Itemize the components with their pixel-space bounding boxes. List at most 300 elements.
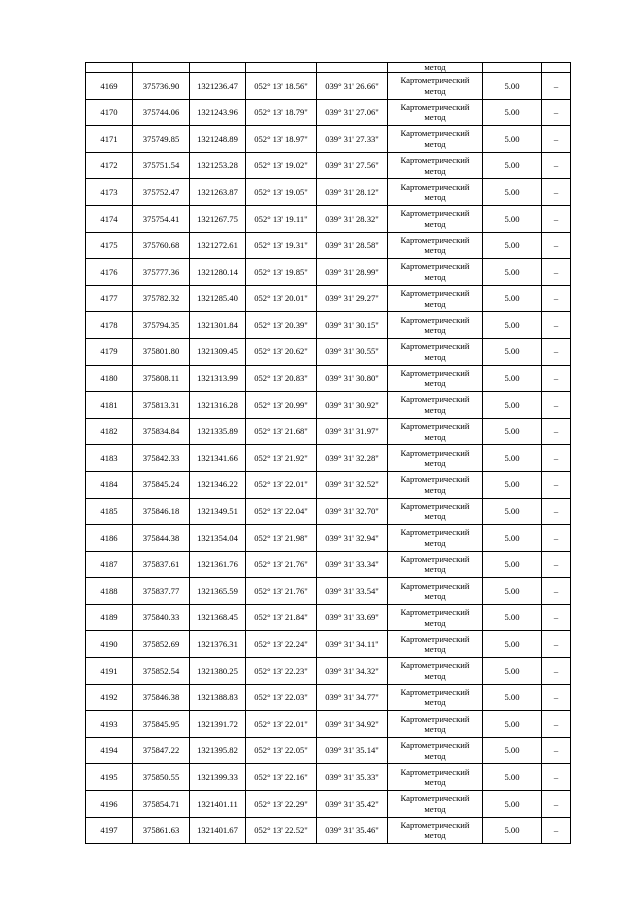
table-row bbox=[86, 737, 571, 764]
precision-cell: 5.00 bbox=[483, 285, 542, 312]
table-row bbox=[86, 445, 571, 472]
table-row bbox=[86, 525, 571, 552]
description-cell: – bbox=[542, 791, 571, 818]
precision-cell: 5.00 bbox=[483, 99, 542, 126]
method-line-2: метод bbox=[424, 192, 446, 203]
method-line-1: Картометрический bbox=[400, 633, 470, 644]
method-line-2: метод bbox=[424, 218, 446, 229]
header-cell bbox=[133, 63, 190, 73]
method-line-1: Картометрический bbox=[400, 341, 470, 352]
longitude-cell: 039° 31' 33.69" bbox=[317, 604, 388, 631]
latitude-cell: 052° 13' 21.76" bbox=[246, 551, 317, 578]
longitude-cell: 039° 31' 34.11" bbox=[317, 631, 388, 658]
description-cell: – bbox=[542, 711, 571, 738]
description-cell: – bbox=[542, 232, 571, 259]
point-number-cell: 4187 bbox=[86, 551, 133, 578]
method-line-1: Картометрический bbox=[400, 607, 470, 618]
table-header-row bbox=[86, 63, 571, 73]
table-row bbox=[86, 817, 571, 844]
method-cell bbox=[388, 764, 483, 791]
longitude-cell: 039° 31' 35.46" bbox=[317, 817, 388, 844]
method-cell bbox=[388, 179, 483, 206]
point-number-cell: 4194 bbox=[86, 737, 133, 764]
longitude-cell: 039° 31' 32.28" bbox=[317, 445, 388, 472]
x-coordinate-cell: 375801.80 bbox=[133, 338, 190, 365]
latitude-cell: 052° 13' 22.24" bbox=[246, 631, 317, 658]
method-line-1: Картометрический bbox=[400, 288, 470, 299]
latitude-cell: 052° 13' 19.85" bbox=[246, 259, 317, 286]
description-cell: – bbox=[542, 764, 571, 791]
description-cell: – bbox=[542, 604, 571, 631]
latitude-cell: 052° 13' 20.01" bbox=[246, 285, 317, 312]
latitude-cell: 052° 13' 22.23" bbox=[246, 658, 317, 685]
table-row bbox=[86, 126, 571, 153]
precision-cell: 5.00 bbox=[483, 525, 542, 552]
method-line-1: Картометрический bbox=[400, 314, 470, 325]
y-coordinate-cell: 1321267.75 bbox=[190, 205, 246, 232]
longitude-cell: 039° 31' 35.42" bbox=[317, 791, 388, 818]
precision-cell: 5.00 bbox=[483, 126, 542, 153]
point-number-cell: 4184 bbox=[86, 471, 133, 498]
y-coordinate-cell: 1321309.45 bbox=[190, 338, 246, 365]
method-cell bbox=[388, 551, 483, 578]
method-line-1: Картометрический bbox=[400, 819, 470, 830]
method-cell bbox=[388, 392, 483, 419]
precision-cell: 5.00 bbox=[483, 232, 542, 259]
x-coordinate-cell: 375846.18 bbox=[133, 498, 190, 525]
method-cell bbox=[388, 658, 483, 685]
x-coordinate-cell: 375813.31 bbox=[133, 392, 190, 419]
x-coordinate-cell: 375842.33 bbox=[133, 445, 190, 472]
table-row bbox=[86, 551, 571, 578]
longitude-cell: 039° 31' 33.54" bbox=[317, 578, 388, 605]
description-cell: – bbox=[542, 312, 571, 339]
latitude-cell: 052° 13' 22.16" bbox=[246, 764, 317, 791]
table-row bbox=[86, 764, 571, 791]
longitude-cell: 039° 31' 34.77" bbox=[317, 684, 388, 711]
method-cell bbox=[388, 471, 483, 498]
precision-cell: 5.00 bbox=[483, 179, 542, 206]
coordinates-table bbox=[85, 62, 571, 844]
method-line-1: Картометрический bbox=[400, 686, 470, 697]
description-cell: – bbox=[542, 205, 571, 232]
precision-cell: 5.00 bbox=[483, 551, 542, 578]
longitude-cell: 039° 31' 31.97" bbox=[317, 418, 388, 445]
method-cell bbox=[388, 285, 483, 312]
table-row bbox=[86, 578, 571, 605]
y-coordinate-cell: 1321272.61 bbox=[190, 232, 246, 259]
x-coordinate-cell: 375749.85 bbox=[133, 126, 190, 153]
method-line-1: Картометрический bbox=[400, 394, 470, 405]
method-cell bbox=[388, 232, 483, 259]
x-coordinate-cell: 375837.77 bbox=[133, 578, 190, 605]
y-coordinate-cell: 1321354.04 bbox=[190, 525, 246, 552]
point-number-cell: 4190 bbox=[86, 631, 133, 658]
y-coordinate-cell: 1321263.87 bbox=[190, 179, 246, 206]
method-cell bbox=[388, 205, 483, 232]
table-row bbox=[86, 711, 571, 738]
precision-cell: 5.00 bbox=[483, 684, 542, 711]
latitude-cell: 052° 13' 22.52" bbox=[246, 817, 317, 844]
description-cell: – bbox=[542, 658, 571, 685]
header-cell bbox=[317, 63, 388, 73]
method-line-1: Картометрический bbox=[400, 527, 470, 538]
description-cell: – bbox=[542, 179, 571, 206]
method-cell bbox=[388, 631, 483, 658]
method-line-1: Картометрический bbox=[400, 181, 470, 192]
longitude-cell: 039° 31' 35.14" bbox=[317, 737, 388, 764]
precision-cell: 5.00 bbox=[483, 658, 542, 685]
method-line-1: Картометрический bbox=[400, 740, 470, 751]
longitude-cell: 039° 31' 28.12" bbox=[317, 179, 388, 206]
method-cell bbox=[388, 259, 483, 286]
x-coordinate-cell: 375847.22 bbox=[133, 737, 190, 764]
y-coordinate-cell: 1321280.14 bbox=[190, 259, 246, 286]
point-number-cell: 4170 bbox=[86, 99, 133, 126]
latitude-cell: 052° 13' 20.39" bbox=[246, 312, 317, 339]
y-coordinate-cell: 1321349.51 bbox=[190, 498, 246, 525]
method-line-2: метод bbox=[424, 564, 446, 575]
longitude-cell: 039° 31' 28.58" bbox=[317, 232, 388, 259]
table-row bbox=[86, 684, 571, 711]
latitude-cell: 052° 13' 21.68" bbox=[246, 418, 317, 445]
table-row bbox=[86, 338, 571, 365]
latitude-cell: 052° 13' 19.02" bbox=[246, 152, 317, 179]
table-row bbox=[86, 658, 571, 685]
table-row bbox=[86, 285, 571, 312]
x-coordinate-cell: 375752.47 bbox=[133, 179, 190, 206]
point-number-cell: 4193 bbox=[86, 711, 133, 738]
method-line-2: метод bbox=[424, 644, 446, 655]
x-coordinate-cell: 375845.95 bbox=[133, 711, 190, 738]
description-cell: – bbox=[542, 551, 571, 578]
table-row bbox=[86, 205, 571, 232]
method-line-2: метод bbox=[424, 750, 446, 761]
method-line-1: Картометрический bbox=[400, 421, 470, 432]
precision-cell: 5.00 bbox=[483, 445, 542, 472]
table-row bbox=[86, 152, 571, 179]
point-number-cell: 4171 bbox=[86, 126, 133, 153]
x-coordinate-cell: 375850.55 bbox=[133, 764, 190, 791]
precision-cell: 5.00 bbox=[483, 817, 542, 844]
method-cell bbox=[388, 737, 483, 764]
y-coordinate-cell: 1321341.66 bbox=[190, 445, 246, 472]
y-coordinate-cell: 1321335.89 bbox=[190, 418, 246, 445]
method-line-2: метод bbox=[424, 325, 446, 336]
precision-cell: 5.00 bbox=[483, 312, 542, 339]
method-line-2: метод bbox=[424, 830, 446, 841]
table-row bbox=[86, 418, 571, 445]
y-coordinate-cell: 1321401.67 bbox=[190, 817, 246, 844]
method-cell bbox=[388, 498, 483, 525]
y-coordinate-cell: 1321365.59 bbox=[190, 578, 246, 605]
point-number-cell: 4178 bbox=[86, 312, 133, 339]
description-cell: – bbox=[542, 73, 571, 100]
method-line-1: Картометрический bbox=[400, 660, 470, 671]
method-line-2: метод bbox=[424, 85, 446, 96]
y-coordinate-cell: 1321388.83 bbox=[190, 684, 246, 711]
longitude-cell: 039° 31' 34.92" bbox=[317, 711, 388, 738]
latitude-cell: 052° 13' 18.79" bbox=[246, 99, 317, 126]
table-row bbox=[86, 259, 571, 286]
latitude-cell: 052° 13' 21.98" bbox=[246, 525, 317, 552]
method-line-2: метод bbox=[424, 617, 446, 628]
method-line-1: Картометрический bbox=[400, 234, 470, 245]
method-line-1: Картометрический bbox=[400, 208, 470, 219]
method-cell bbox=[388, 365, 483, 392]
point-number-cell: 4191 bbox=[86, 658, 133, 685]
latitude-cell: 052° 13' 18.56" bbox=[246, 73, 317, 100]
longitude-cell: 039° 31' 27.56" bbox=[317, 152, 388, 179]
precision-cell: 5.00 bbox=[483, 392, 542, 419]
point-number-cell: 4182 bbox=[86, 418, 133, 445]
x-coordinate-cell: 375808.11 bbox=[133, 365, 190, 392]
longitude-cell: 039° 31' 33.34" bbox=[317, 551, 388, 578]
description-cell: – bbox=[542, 365, 571, 392]
method-line-2: метод bbox=[424, 697, 446, 708]
method-line-2: метод bbox=[424, 298, 446, 309]
description-cell: – bbox=[542, 817, 571, 844]
precision-cell: 5.00 bbox=[483, 205, 542, 232]
point-number-cell: 4177 bbox=[86, 285, 133, 312]
method-cell bbox=[388, 711, 483, 738]
method-line-1: Картометрический bbox=[400, 75, 470, 86]
method-cell bbox=[388, 817, 483, 844]
y-coordinate-cell: 1321301.84 bbox=[190, 312, 246, 339]
method-line-1: Картометрический bbox=[400, 580, 470, 591]
precision-cell: 5.00 bbox=[483, 737, 542, 764]
method-line-2: метод bbox=[424, 112, 446, 123]
precision-cell: 5.00 bbox=[483, 418, 542, 445]
y-coordinate-cell: 1321285.40 bbox=[190, 285, 246, 312]
y-coordinate-cell: 1321346.22 bbox=[190, 471, 246, 498]
latitude-cell: 052° 13' 20.62" bbox=[246, 338, 317, 365]
table-row bbox=[86, 631, 571, 658]
table-row bbox=[86, 604, 571, 631]
description-cell: – bbox=[542, 152, 571, 179]
method-cell bbox=[388, 418, 483, 445]
latitude-cell: 052° 13' 20.99" bbox=[246, 392, 317, 419]
y-coordinate-cell: 1321395.82 bbox=[190, 737, 246, 764]
method-line-1: Картометрический bbox=[400, 155, 470, 166]
method-line-1: Картометрический bbox=[400, 553, 470, 564]
y-coordinate-cell: 1321313.99 bbox=[190, 365, 246, 392]
description-cell: – bbox=[542, 418, 571, 445]
longitude-cell: 039° 31' 30.92" bbox=[317, 392, 388, 419]
longitude-cell: 039° 31' 30.80" bbox=[317, 365, 388, 392]
point-number-cell: 4185 bbox=[86, 498, 133, 525]
precision-cell: 5.00 bbox=[483, 791, 542, 818]
method-line-1: Картометрический bbox=[400, 367, 470, 378]
header-cell bbox=[483, 63, 542, 73]
longitude-cell: 039° 31' 30.15" bbox=[317, 312, 388, 339]
header-cell bbox=[542, 63, 571, 73]
method-line-2: метод bbox=[424, 458, 446, 469]
x-coordinate-cell: 375782.32 bbox=[133, 285, 190, 312]
latitude-cell: 052° 13' 22.01" bbox=[246, 711, 317, 738]
description-cell: – bbox=[542, 631, 571, 658]
method-line-2: метод bbox=[424, 431, 446, 442]
latitude-cell: 052° 13' 20.83" bbox=[246, 365, 317, 392]
method-line-1: Картометрический bbox=[400, 101, 470, 112]
header-cell bbox=[246, 63, 317, 73]
table-row bbox=[86, 99, 571, 126]
method-cell bbox=[388, 578, 483, 605]
table-row bbox=[86, 498, 571, 525]
y-coordinate-cell: 1321236.47 bbox=[190, 73, 246, 100]
y-coordinate-cell: 1321243.96 bbox=[190, 99, 246, 126]
method-line-1: Картометрический bbox=[400, 713, 470, 724]
method-line-2: метод bbox=[424, 484, 446, 495]
longitude-cell: 039° 31' 34.32" bbox=[317, 658, 388, 685]
y-coordinate-cell: 1321248.89 bbox=[190, 126, 246, 153]
latitude-cell: 052° 13' 22.05" bbox=[246, 737, 317, 764]
method-line-2: метод bbox=[424, 271, 446, 282]
method-line-2: метод bbox=[424, 351, 446, 362]
point-number-cell: 4172 bbox=[86, 152, 133, 179]
point-number-cell: 4192 bbox=[86, 684, 133, 711]
method-line-2: метод bbox=[424, 511, 446, 522]
point-number-cell: 4196 bbox=[86, 791, 133, 818]
method-cell bbox=[388, 604, 483, 631]
description-cell: – bbox=[542, 392, 571, 419]
latitude-cell: 052° 13' 21.92" bbox=[246, 445, 317, 472]
latitude-cell: 052° 13' 21.76" bbox=[246, 578, 317, 605]
method-line-1: Картометрический bbox=[400, 793, 470, 804]
point-number-cell: 4181 bbox=[86, 392, 133, 419]
x-coordinate-cell: 375794.35 bbox=[133, 312, 190, 339]
precision-cell: 5.00 bbox=[483, 711, 542, 738]
method-line-2: метод bbox=[424, 670, 446, 681]
method-cell bbox=[388, 126, 483, 153]
table-row bbox=[86, 312, 571, 339]
point-number-cell: 4176 bbox=[86, 259, 133, 286]
x-coordinate-cell: 375845.24 bbox=[133, 471, 190, 498]
table-row bbox=[86, 73, 571, 100]
latitude-cell: 052° 13' 18.97" bbox=[246, 126, 317, 153]
method-line-2: метод bbox=[424, 777, 446, 788]
description-cell: – bbox=[542, 126, 571, 153]
precision-cell: 5.00 bbox=[483, 471, 542, 498]
header-cell bbox=[190, 63, 246, 73]
precision-cell: 5.00 bbox=[483, 338, 542, 365]
table-row bbox=[86, 365, 571, 392]
longitude-cell: 039° 31' 29.27" bbox=[317, 285, 388, 312]
y-coordinate-cell: 1321376.31 bbox=[190, 631, 246, 658]
method-line-2: метод bbox=[424, 724, 446, 735]
longitude-cell: 039° 31' 27.33" bbox=[317, 126, 388, 153]
method-line-1: Картометрический bbox=[400, 500, 470, 511]
y-coordinate-cell: 1321401.11 bbox=[190, 791, 246, 818]
longitude-cell: 039° 31' 27.06" bbox=[317, 99, 388, 126]
description-cell: – bbox=[542, 684, 571, 711]
latitude-cell: 052° 13' 22.29" bbox=[246, 791, 317, 818]
table-row bbox=[86, 471, 571, 498]
point-number-cell: 4189 bbox=[86, 604, 133, 631]
latitude-cell: 052° 13' 19.11" bbox=[246, 205, 317, 232]
method-line-1: Картометрический bbox=[400, 766, 470, 777]
x-coordinate-cell: 375861.63 bbox=[133, 817, 190, 844]
point-number-cell: 4174 bbox=[86, 205, 133, 232]
y-coordinate-cell: 1321361.76 bbox=[190, 551, 246, 578]
method-line-1: Картометрический bbox=[400, 447, 470, 458]
method-cell bbox=[388, 99, 483, 126]
longitude-cell: 039° 31' 32.52" bbox=[317, 471, 388, 498]
table-row bbox=[86, 392, 571, 419]
x-coordinate-cell: 375736.90 bbox=[133, 73, 190, 100]
point-number-cell: 4197 bbox=[86, 817, 133, 844]
header-cell-method: метод bbox=[388, 63, 483, 73]
method-cell bbox=[388, 684, 483, 711]
description-cell: – bbox=[542, 338, 571, 365]
precision-cell: 5.00 bbox=[483, 365, 542, 392]
point-number-cell: 4175 bbox=[86, 232, 133, 259]
method-cell bbox=[388, 312, 483, 339]
x-coordinate-cell: 375744.06 bbox=[133, 99, 190, 126]
method-line-2: метод bbox=[424, 138, 446, 149]
latitude-cell: 052° 13' 21.84" bbox=[246, 604, 317, 631]
method-line-2: метод bbox=[424, 404, 446, 415]
table-row bbox=[86, 791, 571, 818]
precision-cell: 5.00 bbox=[483, 578, 542, 605]
method-line-2: метод bbox=[424, 803, 446, 814]
method-cell bbox=[388, 338, 483, 365]
method-line-1: Картометрический bbox=[400, 474, 470, 485]
point-number-cell: 4173 bbox=[86, 179, 133, 206]
latitude-cell: 052° 13' 22.01" bbox=[246, 471, 317, 498]
x-coordinate-cell: 375754.41 bbox=[133, 205, 190, 232]
longitude-cell: 039° 31' 28.32" bbox=[317, 205, 388, 232]
method-line-2: метод bbox=[424, 537, 446, 548]
latitude-cell: 052° 13' 19.05" bbox=[246, 179, 317, 206]
point-number-cell: 4183 bbox=[86, 445, 133, 472]
x-coordinate-cell: 375852.69 bbox=[133, 631, 190, 658]
description-cell: – bbox=[542, 471, 571, 498]
table-row bbox=[86, 232, 571, 259]
x-coordinate-cell: 375760.68 bbox=[133, 232, 190, 259]
method-cell bbox=[388, 445, 483, 472]
longitude-cell: 039° 31' 30.55" bbox=[317, 338, 388, 365]
method-line-1: Картометрический bbox=[400, 261, 470, 272]
precision-cell: 5.00 bbox=[483, 604, 542, 631]
precision-cell: 5.00 bbox=[483, 152, 542, 179]
longitude-cell: 039° 31' 32.94" bbox=[317, 525, 388, 552]
precision-cell: 5.00 bbox=[483, 764, 542, 791]
longitude-cell: 039° 31' 35.33" bbox=[317, 764, 388, 791]
longitude-cell: 039° 31' 26.66" bbox=[317, 73, 388, 100]
description-cell: – bbox=[542, 285, 571, 312]
method-cell bbox=[388, 525, 483, 552]
y-coordinate-cell: 1321253.28 bbox=[190, 152, 246, 179]
header-cell bbox=[86, 63, 133, 73]
y-coordinate-cell: 1321380.25 bbox=[190, 658, 246, 685]
method-line-2: метод bbox=[424, 591, 446, 602]
y-coordinate-cell: 1321399.33 bbox=[190, 764, 246, 791]
table-row bbox=[86, 179, 571, 206]
description-cell: – bbox=[542, 99, 571, 126]
method-line-2: метод bbox=[424, 378, 446, 389]
x-coordinate-cell: 375751.54 bbox=[133, 152, 190, 179]
y-coordinate-cell: 1321316.28 bbox=[190, 392, 246, 419]
x-coordinate-cell: 375834.84 bbox=[133, 418, 190, 445]
description-cell: – bbox=[542, 578, 571, 605]
point-number-cell: 4169 bbox=[86, 73, 133, 100]
method-cell bbox=[388, 791, 483, 818]
method-line-2: метод bbox=[424, 245, 446, 256]
coordinates-table-page bbox=[85, 62, 570, 844]
description-cell: – bbox=[542, 737, 571, 764]
point-number-cell: 4188 bbox=[86, 578, 133, 605]
